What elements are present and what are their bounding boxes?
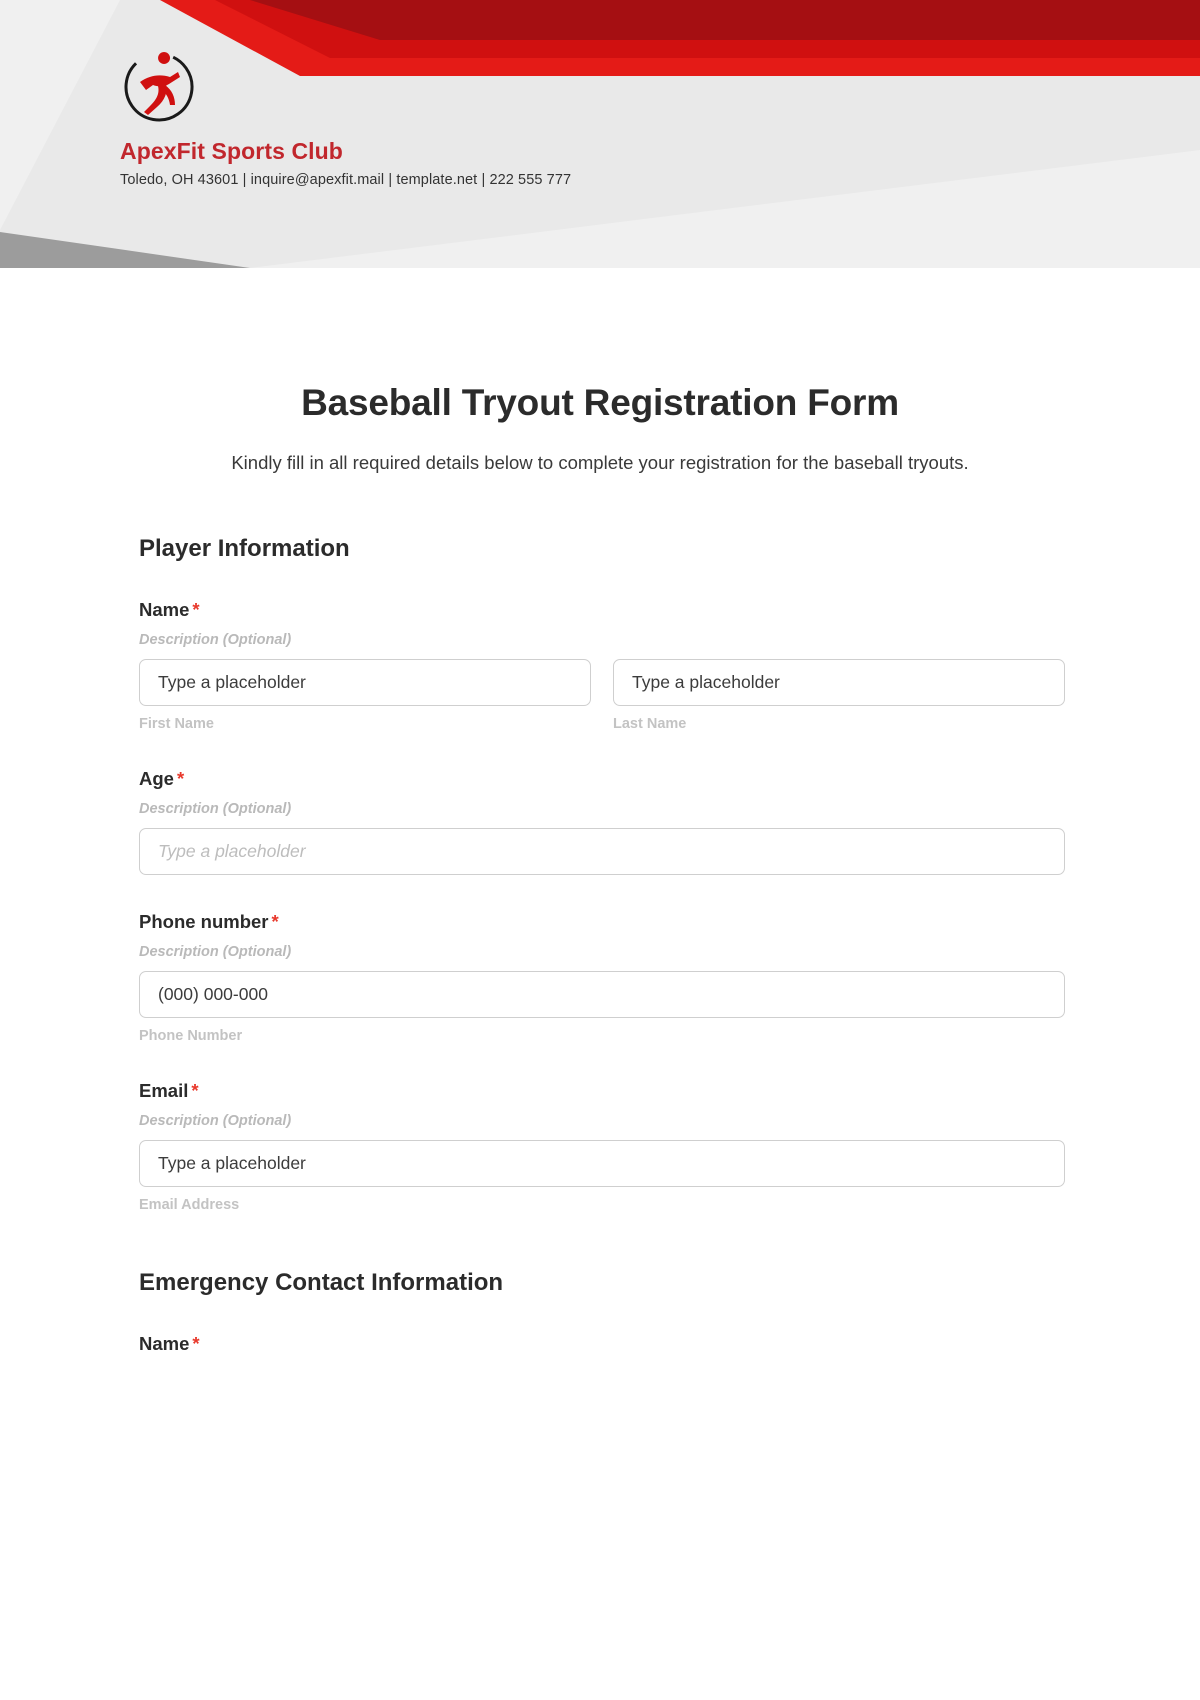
field-label	[139, 1333, 1065, 1355]
section-heading-emergency-contact: Emergency Contact Information	[139, 1268, 504, 1296]
club-name: ApexFit Sports Club	[120, 138, 343, 164]
page-header	[0, 0, 1200, 290]
input-row	[139, 971, 1065, 1044]
field-player-email	[139, 1080, 1065, 1213]
phone-group	[139, 971, 1065, 1044]
required-marker: *	[176, 767, 185, 789]
page-title: Baseball Tryout Registration Form	[301, 382, 899, 423]
field-description: Description (Optional)	[139, 1112, 292, 1129]
section-heading-player-information: Player Information	[139, 534, 350, 562]
first-name-sub-label: First Name	[139, 715, 214, 732]
field-label-text: Age	[139, 767, 174, 789]
field-label	[139, 911, 1065, 933]
required-marker: *	[191, 1079, 199, 1101]
form-body	[135, 535, 1065, 1355]
club-contact-line: Toledo, OH 43601 | inquire@apexfit.mail | template.net | 222 555 777	[120, 172, 572, 188]
field-description: Description (Optional)	[139, 943, 292, 960]
age-group	[139, 828, 1065, 875]
form-sheet	[0, 382, 1200, 1395]
last-name-sub-label: Last Name	[613, 715, 687, 732]
input-row	[139, 1140, 1065, 1213]
running-athlete-logo-icon	[120, 48, 198, 126]
first-name-group	[139, 659, 591, 732]
age-input[interactable]	[139, 828, 1065, 875]
field-label-text: Name	[139, 598, 190, 620]
field-player-name	[139, 599, 1065, 732]
email-sub-label: Email Address	[139, 1196, 240, 1213]
field-player-phone	[139, 911, 1065, 1044]
last-name-group	[613, 659, 1065, 732]
form-subtitle: Kindly fill in all required details below to complete your registration for the baseball tryouts.	[231, 452, 969, 473]
last-name-input[interactable]	[613, 659, 1065, 706]
field-description: Description (Optional)	[139, 800, 292, 817]
required-marker: *	[192, 598, 200, 620]
field-label-text: Phone number	[139, 910, 269, 932]
field-label-text: Name	[139, 1332, 190, 1354]
required-marker: *	[192, 1332, 200, 1354]
field-description: Description (Optional)	[139, 631, 292, 648]
email-input[interactable]	[139, 1140, 1065, 1187]
phone-number-input[interactable]	[139, 971, 1065, 1018]
field-label	[139, 1080, 1065, 1102]
field-label-text: Email	[139, 1079, 189, 1101]
input-row	[139, 828, 1065, 875]
required-marker: *	[271, 910, 279, 932]
phone-number-sub-label: Phone Number	[139, 1027, 243, 1044]
field-player-age	[139, 768, 1065, 875]
email-group	[139, 1140, 1065, 1213]
field-label	[139, 599, 1065, 621]
first-name-input[interactable]	[139, 659, 591, 706]
field-label	[139, 768, 1065, 790]
brand-block	[120, 48, 571, 188]
input-row	[139, 659, 1065, 732]
field-emergency-name	[139, 1333, 1065, 1355]
